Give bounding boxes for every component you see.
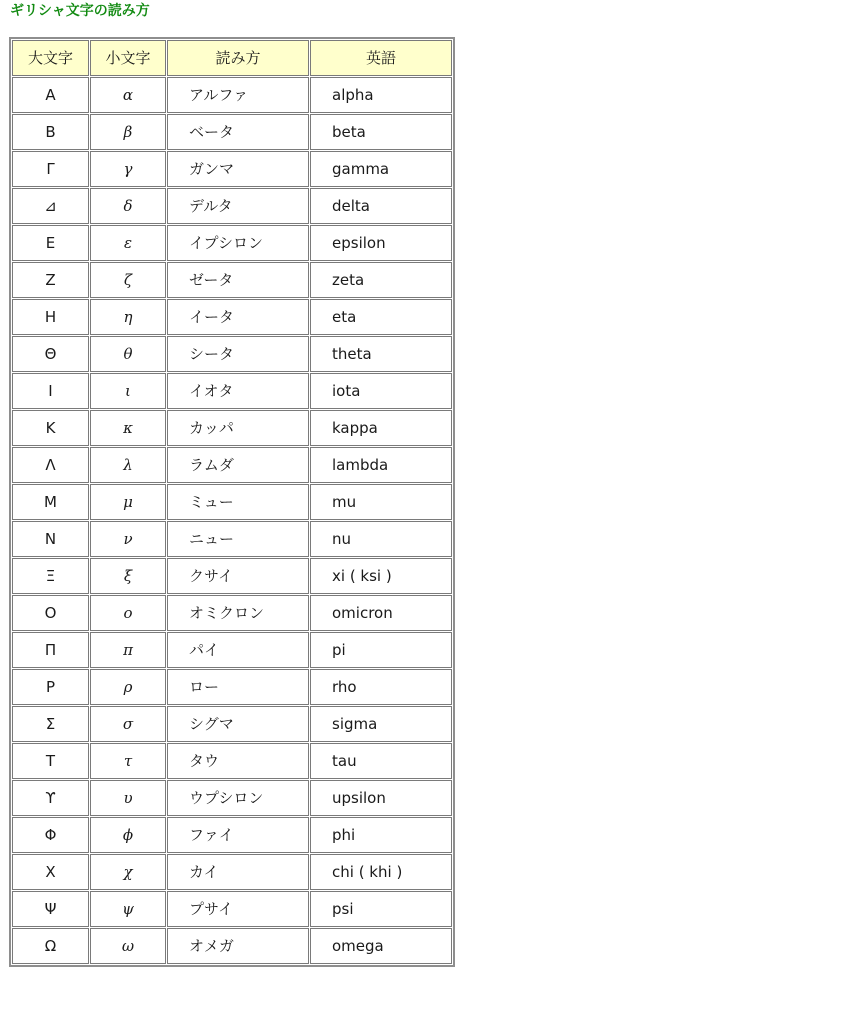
header-lowercase: 小文字 [90,40,166,76]
table-body [12,77,452,964]
table-row [12,780,452,816]
lowercase-cell: κ [90,410,166,446]
reading-cell: カッパ [167,410,309,446]
english-cell: lambda [310,447,452,483]
lowercase-cell: ν [90,521,166,557]
reading-cell: ロー [167,669,309,705]
uppercase-cell: Κ [12,410,89,446]
uppercase-cell: Ι [12,373,89,409]
english-cell: nu [310,521,452,557]
uppercase-cell: Α [12,77,89,113]
table-row [12,891,452,927]
lowercase-cell: δ [90,188,166,224]
table-row [12,817,452,853]
table-row [12,373,452,409]
lowercase-cell: θ [90,336,166,372]
table-row [12,854,452,890]
table-row [12,928,452,964]
table-row [12,632,452,668]
uppercase-cell: Π [12,632,89,668]
english-cell: kappa [310,410,452,446]
lowercase-cell: η [90,299,166,335]
english-cell: omega [310,928,452,964]
lowercase-cell: ϕ [90,817,166,853]
reading-cell: アルファ [167,77,309,113]
table-row [12,77,452,113]
lowercase-cell: ε [90,225,166,261]
english-cell: upsilon [310,780,452,816]
reading-cell: ミュー [167,484,309,520]
table-row [12,336,452,372]
reading-cell: ガンマ [167,151,309,187]
lowercase-cell: χ [90,854,166,890]
table-row [12,225,452,261]
english-cell: gamma [310,151,452,187]
uppercase-cell: Σ [12,706,89,742]
uppercase-cell: Ο [12,595,89,631]
table-row [12,484,452,520]
greek-alphabet-table [9,37,455,967]
table-row [12,706,452,742]
english-cell: xi ( ksi ) [310,558,452,594]
english-cell: alpha [310,77,452,113]
table-row [12,262,452,298]
uppercase-cell: Ξ [12,558,89,594]
lowercase-cell: ρ [90,669,166,705]
english-cell: chi ( khi ) [310,854,452,890]
uppercase-cell: Λ [12,447,89,483]
table-row [12,188,452,224]
table-row [12,669,452,705]
english-cell: psi [310,891,452,927]
table-row [12,558,452,594]
english-cell: epsilon [310,225,452,261]
uppercase-cell: Ν [12,521,89,557]
uppercase-cell: Ζ [12,262,89,298]
uppercase-cell: ϒ [12,780,89,816]
lowercase-cell: ω [90,928,166,964]
reading-cell: クサイ [167,558,309,594]
table-row [12,299,452,335]
english-cell: rho [310,669,452,705]
reading-cell: カイ [167,854,309,890]
english-cell: mu [310,484,452,520]
uppercase-cell: ⊿ [12,188,89,224]
table-row [12,447,452,483]
reading-cell: イータ [167,299,309,335]
page-title: ギリシャ文字の読み方 [10,3,150,19]
lowercase-cell: π [90,632,166,668]
lowercase-cell: γ [90,151,166,187]
reading-cell: シータ [167,336,309,372]
uppercase-cell: Μ [12,484,89,520]
lowercase-cell: α [90,77,166,113]
reading-cell: デルタ [167,188,309,224]
table-row [12,410,452,446]
table-row [12,151,452,187]
uppercase-cell: Γ [12,151,89,187]
english-cell: zeta [310,262,452,298]
english-cell: theta [310,336,452,372]
header-english: 英語 [310,40,452,76]
lowercase-cell: υ [90,780,166,816]
header-reading: 読み方 [167,40,309,76]
uppercase-cell: Χ [12,854,89,890]
table-row [12,743,452,779]
reading-cell: オメガ [167,928,309,964]
english-cell: eta [310,299,452,335]
table-row [12,114,452,150]
lowercase-cell: λ [90,447,166,483]
reading-cell: ゼータ [167,262,309,298]
header-uppercase: 大文字 [12,40,89,76]
lowercase-cell: μ [90,484,166,520]
reading-cell: ベータ [167,114,309,150]
table-row [12,595,452,631]
lowercase-cell: ο [90,595,166,631]
uppercase-cell: Η [12,299,89,335]
lowercase-cell: β [90,114,166,150]
uppercase-cell: Τ [12,743,89,779]
lowercase-cell: ψ [90,891,166,927]
reading-cell: シグマ [167,706,309,742]
uppercase-cell: Ψ [12,891,89,927]
english-cell: sigma [310,706,452,742]
reading-cell: ウプシロン [167,780,309,816]
english-cell: tau [310,743,452,779]
uppercase-cell: Β [12,114,89,150]
reading-cell: ニュー [167,521,309,557]
table-row [12,521,452,557]
reading-cell: オミクロン [167,595,309,631]
english-cell: phi [310,817,452,853]
reading-cell: イオタ [167,373,309,409]
lowercase-cell: τ [90,743,166,779]
lowercase-cell: ι [90,373,166,409]
english-cell: pi [310,632,452,668]
english-cell: omicron [310,595,452,631]
lowercase-cell: ξ [90,558,166,594]
uppercase-cell: Φ [12,817,89,853]
english-cell: delta [310,188,452,224]
lowercase-cell: σ [90,706,166,742]
uppercase-cell: Θ [12,336,89,372]
reading-cell: パイ [167,632,309,668]
reading-cell: ファイ [167,817,309,853]
lowercase-cell: ζ [90,262,166,298]
reading-cell: イプシロン [167,225,309,261]
uppercase-cell: Ω [12,928,89,964]
uppercase-cell: Ρ [12,669,89,705]
reading-cell: ラムダ [167,447,309,483]
uppercase-cell: Ε [12,225,89,261]
header-row [12,40,452,76]
english-cell: beta [310,114,452,150]
reading-cell: タウ [167,743,309,779]
reading-cell: プサイ [167,891,309,927]
english-cell: iota [310,373,452,409]
